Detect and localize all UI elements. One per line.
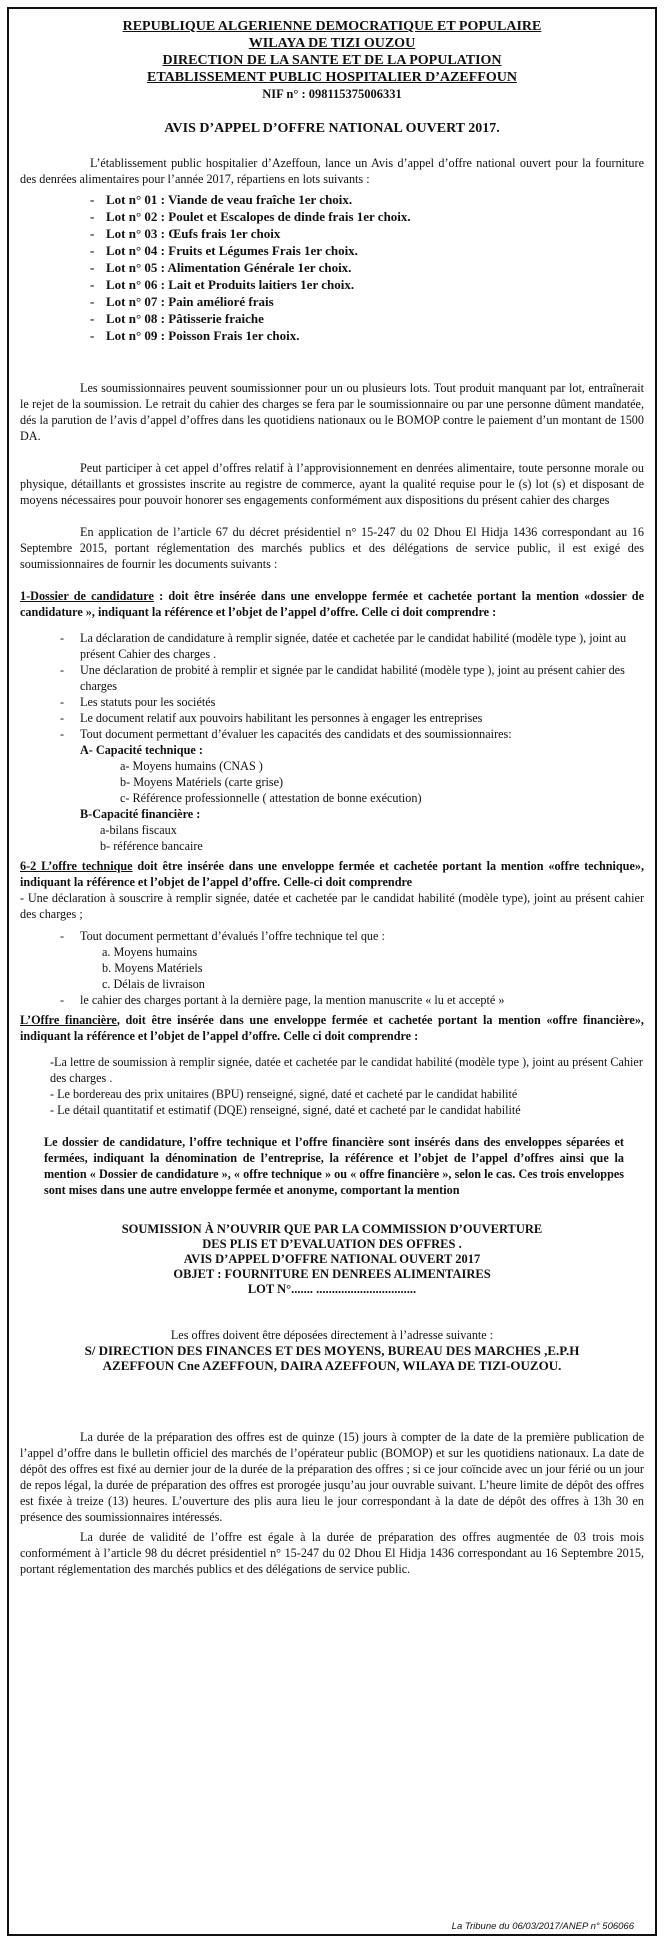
enveloppe-line: AVIS D’APPEL D’OFFRE NATIONAL OUVERT 2017	[183, 1252, 481, 1266]
offre-technique-heading	[20, 858, 644, 890]
lot-item: - Lot n° 01 : Viande de veau fraîche 1er choix.	[90, 191, 644, 208]
offre-technique-item: - le cahier des charges portant à la dernière page, la mention manuscrite « lu et accepté »	[60, 992, 644, 1008]
notice-body	[20, 18, 644, 1577]
lot-item: - Lot n° 03 : Œufs frais 1er choix	[90, 225, 644, 242]
capacite-financiere-title: B-Capacité financière :	[80, 807, 201, 821]
offre-financiere-label: L’Offre financière	[20, 1013, 117, 1027]
capacite-technique-title: A- Capacité technique :	[80, 743, 203, 757]
dossier-document-item: - Tout document permettant d’évaluer les capacités des candidats et des soumissionnaires:	[60, 726, 644, 742]
enveloppe-line: LOT N°....... ................................	[247, 1282, 417, 1296]
lot-item: - Lot n° 09 : Poisson Frais 1er choix.	[90, 327, 644, 344]
offre-technique-list-2	[20, 992, 644, 1008]
enveloppes-summary: Le dossier de candidature, l’offre technique et l’offre financière sont insérés dans des enveloppes séparées et fermées, indiquant la dénomination de l’entreprise, la référence et l’objet de l’appel d’offres ainsi que la mention « Dossier de candidature », « offre technique » ou « offre financière », selon le cas. Ces trois enveloppes sont mises dans une autre enveloppe fermée et anonyme, comportant la mention	[44, 1135, 624, 1197]
offre-financiere-text: , doit être insérée dans une enveloppe fermée et cachetée portant la mention «offre financière», indiquant la référence et l’objet de l’appel d’offre. Celle ci doit comprendre :	[20, 1013, 644, 1043]
offre-technique-item: - Tout document permettant d’évalués l’offre technique tel que :	[60, 928, 644, 944]
publication-footer: La Tribune du 06/03/2017/ANEP n° 506066	[451, 1921, 634, 1932]
capacite-financiere-item: a-bilans fiscaux	[100, 823, 177, 837]
offre-financiere-heading	[20, 1012, 644, 1044]
offre-financiere-item: -La lettre de soumission à remplir signée, datée et cachetée par le candidat habilité (modèle type ), joint au présent Cahier des charges .	[50, 1055, 643, 1085]
address-line: AZEFFOUN Cne AZEFFOUN, DAIRA AZEFFOUN, WILAYA DE TIZI-OUZOU.	[102, 1358, 562, 1373]
capacite-financiere-item: b- référence bancaire	[100, 839, 203, 853]
offre-technique-list	[20, 928, 644, 944]
application-paragraph: En application de l’article 67 du décret présidentiel n° 15-247 du 02 Dhou El Hidja 1436 correspondant au 16 Septembre 2015, portant réglementation des marchés publics et des délégations de service public, il est exigé des soumissionnaires de fournir les documents suivants :	[20, 525, 644, 571]
dossier-candidature-label: 1-Dossier de candidature	[20, 589, 154, 603]
enveloppe-line: DES PLIS ET D’EVALUATION DES OFFRES .	[202, 1237, 462, 1251]
lots-list	[20, 191, 644, 344]
enveloppe-line: SOUMISSION À N’OUVRIR QUE PAR LA COMMISSION D’OUVERTURE	[121, 1222, 543, 1236]
lot-item: - Lot n° 06 : Lait et Produits laitiers 1er choix.	[90, 276, 644, 293]
soumission-paragraph: Les soumissionnaires peuvent soumissionner pour un ou plusieurs lots. Tout produit manquant par lot, entraînerait le rejet de la soumission. Le retrait du cahier des charges se fera par le soumissionnaire ou par une personne dûment mandatée, dés la parution de l’avis d’appel d’offres dans les quotidiens nationaux ou le BOMOP contre le paiement d’un montant de 1500 DA.	[20, 381, 644, 443]
dossier-documents-list	[20, 630, 644, 742]
capacite-technique-item: b- Moyens Matériels (carte grise)	[120, 775, 284, 789]
dossier-candidature-heading	[20, 588, 644, 620]
offre-technique-sub-item: b. Moyens Matériels	[102, 961, 203, 975]
header-wilaya: WILAYA DE TIZI OUZOU	[248, 36, 416, 51]
lot-item: - Lot n° 05 : Alimentation Générale 1er choix.	[90, 259, 644, 276]
validite-paragraph: La durée de validité de l’offre est égale à la durée de préparation des offres augmentée de 03 trois mois conformément à l’article 98 du décret présidentiel n° 15-247 du 02 Dhou El Hidja 1436 correspondant au 16 Septembre 2015, portant réglementation des marchés publics et des délégations de service public.	[20, 1530, 644, 1576]
header-nif: NIF n° : 098115375006331	[262, 87, 402, 101]
offre-financiere-item: - Le bordereau des prix unitaires (BPU) renseigné, signé, daté et cacheté par le candidat habilité	[50, 1087, 518, 1101]
offre-technique-label: 6-2 L’offre technique	[20, 859, 133, 873]
delai-paragraph: La durée de la préparation des offres est de quinze (15) jours à compter de la date de la première publication de l’appel d’offre dans le bulletin officiel des marchés de l’opérateur public (BOMOP) et sur les quotidiens nationaux. La date de dépôt des offres est fixé au dernier jour de la durée de la préparation des offres ; si ce jour coïncide avec un jour férié ou un jour de repos légal, la durée de préparation des offres est prorogée jusqu’au jour ouvrable suivant. L’heure limite de dépôt des offres est fixée à treize (13) heures. L’ouverture des plis aura lieu le jour correspondant à la date de dépôt des offres à 13h 30 en présence des soumissionnaires intéressés.	[20, 1430, 644, 1524]
dossier-document-item: - Une déclaration de probité à remplir et signée par le candidat habilité (modèle type ), joint au présent cahier des charges	[60, 662, 644, 694]
enveloppe-mention	[20, 1222, 644, 1297]
header-etablissement: ETABLISSEMENT PUBLIC HOSPITALIER D’AZEFFOUN	[147, 70, 517, 85]
dossier-candidature-text: : doit être insérée dans une enveloppe fermée et cachetée portant la mention «dossier de candidature », indiquant la référence et l’objet de l’appel d’offre. Celle ci doit comprendre :	[20, 589, 644, 619]
dossier-document-item: - La déclaration de candidature à remplir signée, datée et cachetée par le candidat habilité (modèle type ), joint au présent Cahier des charges .	[60, 630, 644, 662]
dossier-document-item: - Les statuts pour les sociétés	[60, 694, 644, 710]
lot-item: - Lot n° 07 : Pain amélioré frais	[90, 293, 644, 310]
lot-item: - Lot n° 04 : Fruits et Légumes Frais 1er choix.	[90, 242, 644, 259]
lot-item: - Lot n° 08 : Pâtisserie fraiche	[90, 310, 644, 327]
notice-title: AVIS D’APPEL D’OFFRE NATIONAL OUVERT 2017.	[164, 121, 500, 136]
address-line: S/ DIRECTION DES FINANCES ET DES MOYENS, BUREAU DES MARCHES ,E.P.H	[84, 1343, 580, 1358]
offre-financiere-item: - Le détail quantitatif et estimatif (DQE) renseigné, signé, daté et cacheté par le candidat habilité	[50, 1103, 521, 1117]
capacite-technique-item: c- Référence professionnelle ( attestation de bonne exécution)	[120, 791, 422, 805]
offre-technique-sub-item: c. Délais de livraison	[102, 977, 205, 991]
header-republique: REPUBLIQUE ALGERIENNE DEMOCRATIQUE ET POPULAIRE	[122, 19, 542, 34]
offre-technique-text: doit être insérée dans une enveloppe fermée et cachetée portant la mention «offre technique», indiquant la référence et l’objet de l’appel d’offre. Celle-ci doit comprendre	[20, 859, 644, 889]
offre-technique-declaration: - Une déclaration à souscrire à remplir signée, datée et cachetée par le candidat habilité (modèle type), joint au présent cahier des charges ;	[20, 891, 644, 921]
enveloppe-line: OBJET : FOURNITURE EN DENREES ALIMENTAIRES	[173, 1267, 491, 1281]
capacite-technique-item: a- Moyens humains (CNAS )	[120, 759, 263, 773]
intro-paragraph: L’établissement public hospitalier d’Azeffoun, lance un Avis d’appel d’offre national ouvert pour la fourniture des denrées alimentaires pour l’année 2017, répartiens en lots suivants :	[20, 156, 644, 186]
lot-item: - Lot n° 02 : Poulet et Escalopes de dinde frais 1er choix.	[90, 208, 644, 225]
offre-technique-sub-item: a. Moyens humains	[102, 945, 198, 959]
header-direction: DIRECTION DE LA SANTE ET DE LA POPULATION	[162, 53, 502, 68]
dossier-document-item: - Le document relatif aux pouvoirs habilitant les personnes à engager les entreprises	[60, 710, 644, 726]
address-intro: Les offres doivent être déposées directement à l’adresse suivante :	[170, 1328, 494, 1342]
participation-paragraph: Peut participer à cet appel d’offres relatif à l’approvisionnement en denrées alimentaire, toute personne morale ou physique, détaillants et grossistes inscrite au registre de commerce, ayant la qualité requise pour le (s) lot (s) et disposant de moyens nécessaires pour pouvoir honorer ses engagements conformément aux dispositions du présent cahier des charges	[20, 461, 644, 507]
